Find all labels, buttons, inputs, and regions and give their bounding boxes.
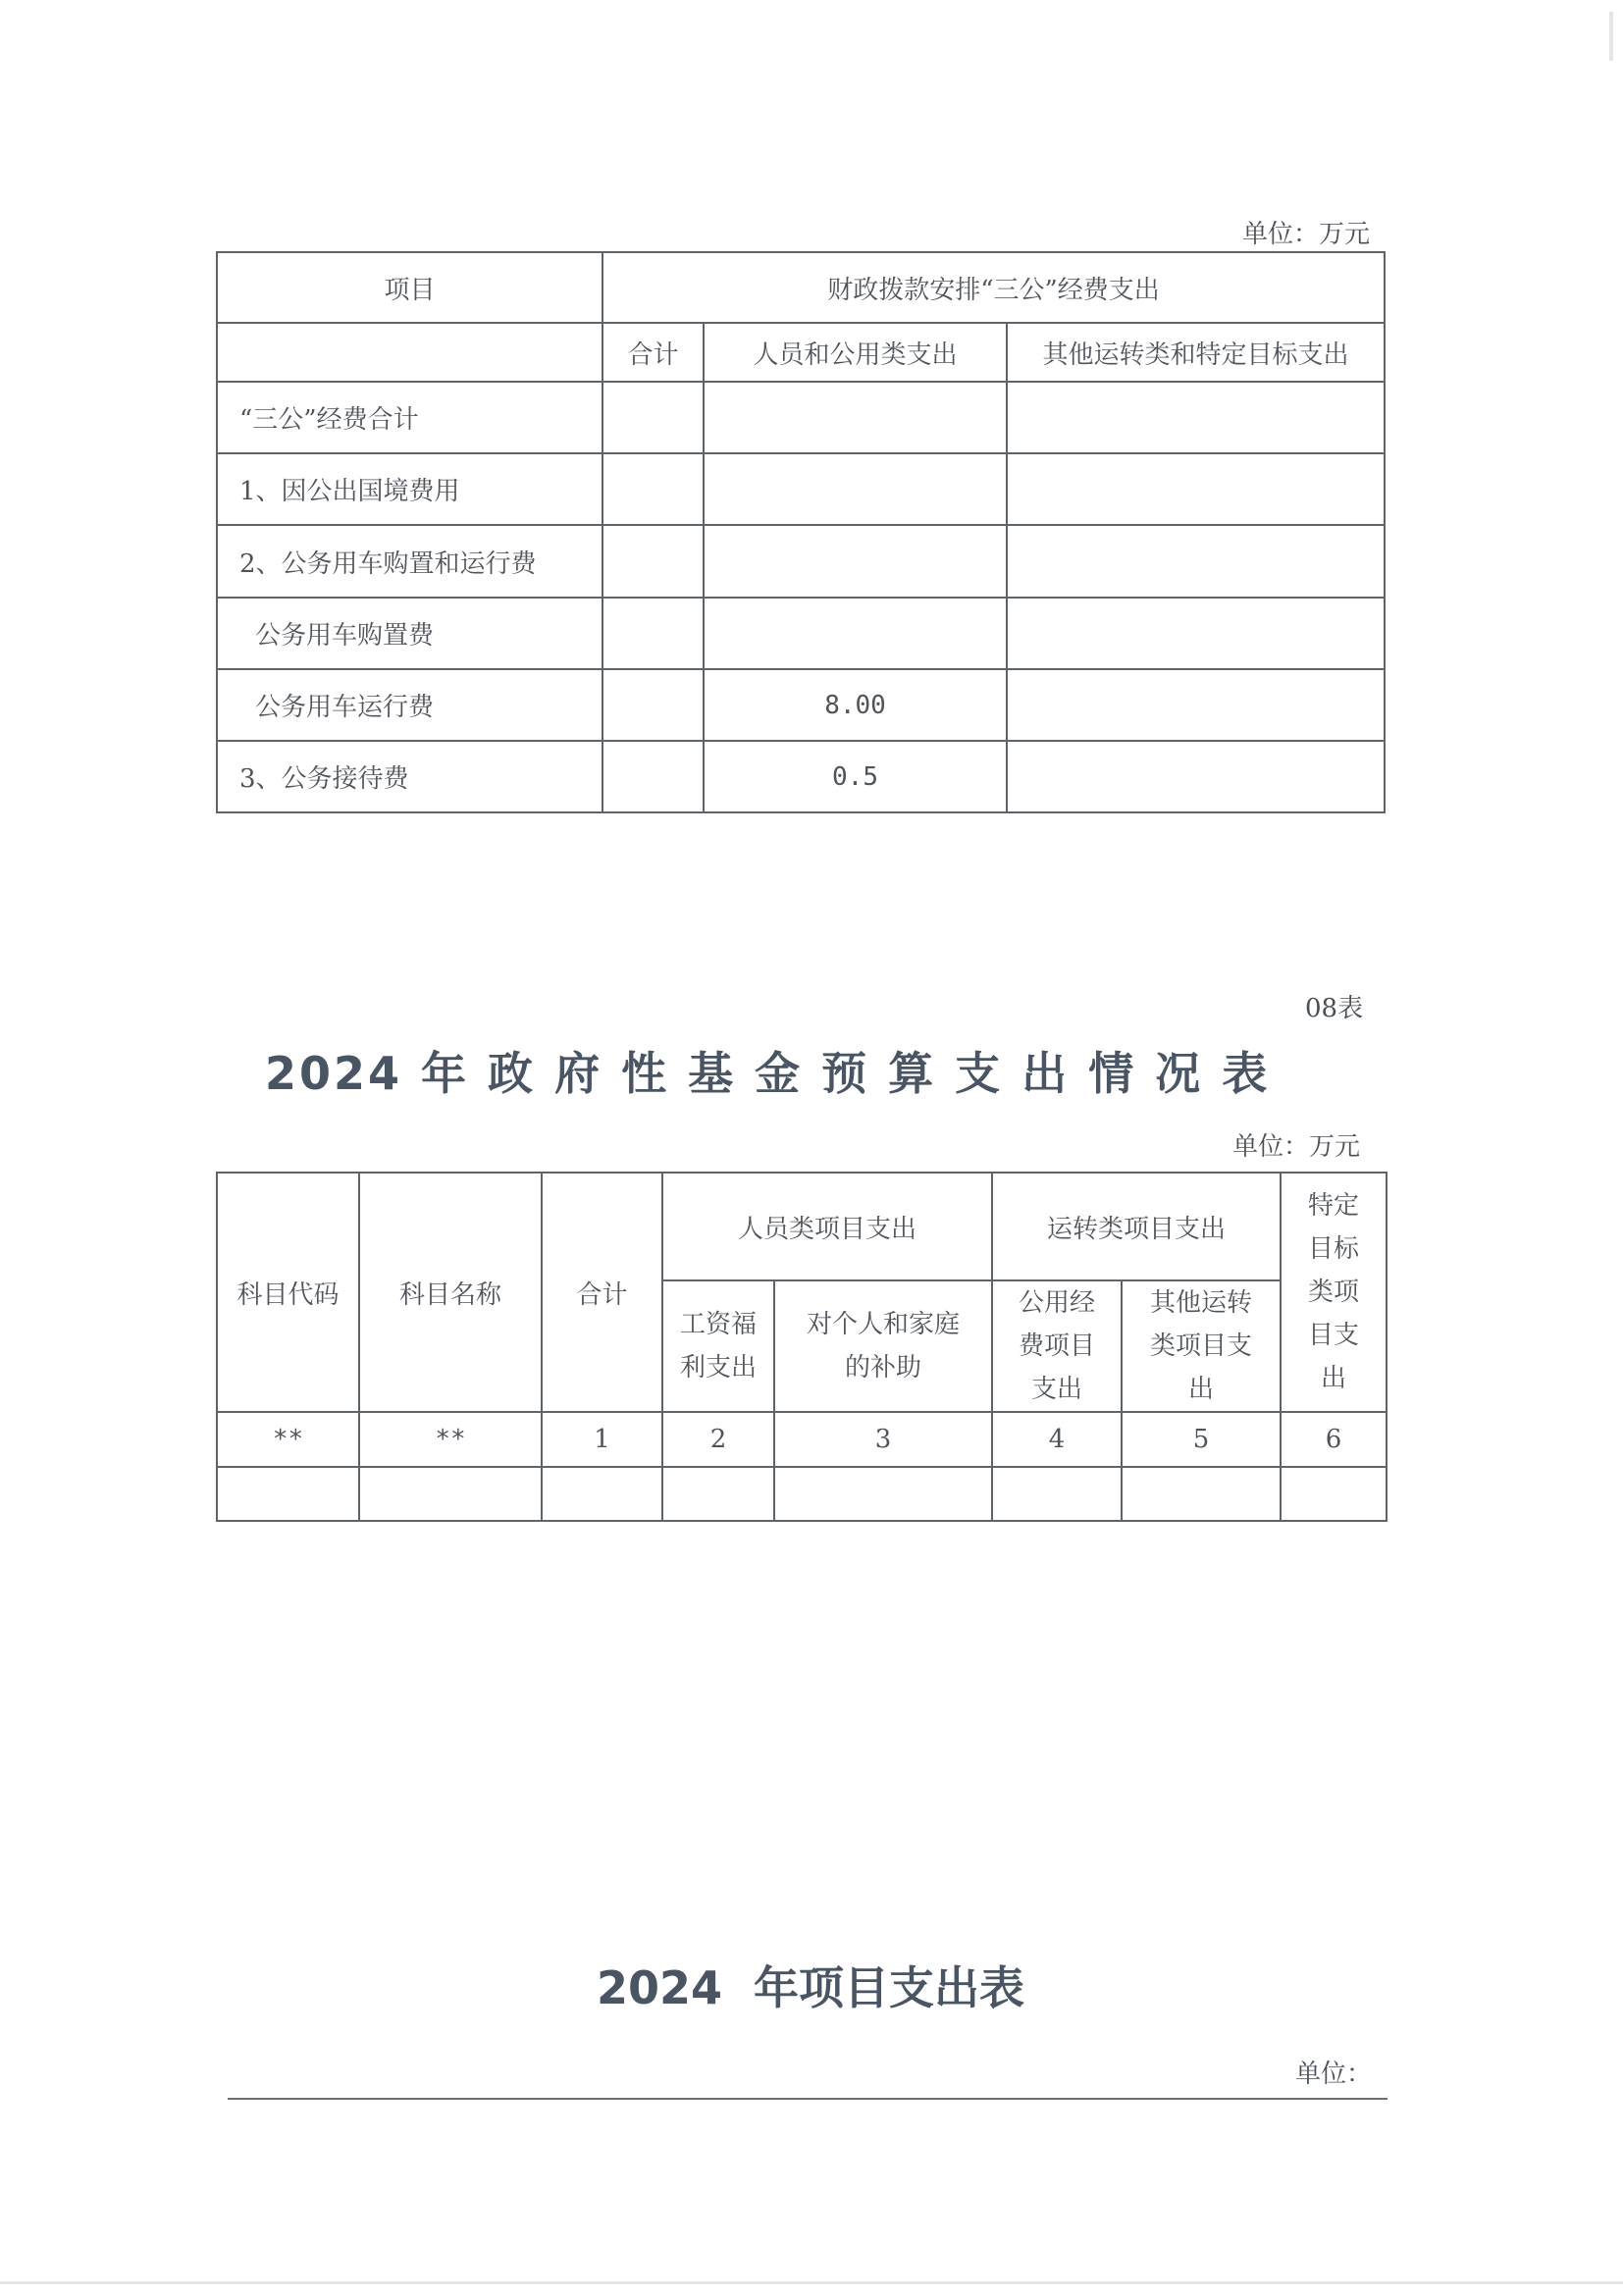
table1-unit: 单位：万元 [1242,220,1371,249]
row-other [1007,453,1385,525]
row-total [602,453,704,525]
row-label: 公务用车购置费 [217,598,602,669]
row-personnel [704,453,1007,525]
row-other [1007,669,1385,741]
index-cell: 4 [992,1412,1122,1467]
header-item: 项目 [217,252,602,323]
table-row [217,453,1385,525]
data-cell [1281,1467,1387,1521]
data-cell [542,1467,662,1521]
data-cell [774,1467,992,1521]
table3-top-rule [228,2098,1387,2100]
header-subject-code: 科目代码 [217,1173,359,1412]
row-label: 公务用车运行费 [217,669,602,741]
index-cell: 2 [662,1412,774,1467]
header-blank [217,323,602,382]
row-other [1007,382,1385,453]
row-total [602,669,704,741]
header-wage-welfare: 工资福利支出 [662,1280,774,1412]
data-cell [992,1467,1122,1521]
data-cell [217,1467,359,1521]
table-row [217,669,1385,741]
row-personnel [704,525,1007,598]
sub-header-total: 合计 [602,323,704,382]
header-subject-name: 科目名称 [359,1173,542,1412]
index-cell: 5 [1122,1412,1281,1467]
header-operating-group: 运转类项目支出 [992,1173,1281,1280]
row-total [602,598,704,669]
row-personnel: 0.5 [704,741,1007,812]
index-cell: 1 [542,1412,662,1467]
header-public-expense: 公用经费项目支出 [992,1280,1122,1412]
index-cell: ** [359,1412,542,1467]
table2-code: 08表 [1305,994,1364,1023]
data-cell [662,1467,774,1521]
scan-bottom-line [0,2281,1623,2284]
index-cell: 6 [1281,1412,1387,1467]
table-row [217,1412,1387,1467]
three-public-expense-table [216,251,1386,813]
row-total [602,382,704,453]
data-cell [359,1467,542,1521]
row-other [1007,525,1385,598]
table2-title: 2024 年 政 府 性 基 金 预 算 支 出 情 况 表 [265,1047,1271,1100]
header-group: 财政拨款安排“三公”经费支出 [602,252,1385,323]
table-row [217,598,1385,669]
table-row [217,741,1385,812]
table-row [217,525,1385,598]
row-label: “三公”经费合计 [217,382,602,453]
table-row [217,1467,1387,1521]
sub-header-other: 其他运转类和特定目标支出 [1007,323,1385,382]
row-personnel [704,382,1007,453]
row-label: 1、因公出国境费用 [217,453,602,525]
header-total: 合计 [542,1173,662,1412]
gov-fund-expenditure-table [216,1172,1387,1522]
row-label: 3、公务接待费 [217,741,602,812]
table-row [217,382,1385,453]
index-cell: 3 [774,1412,992,1467]
header-personnel-group: 人员类项目支出 [662,1173,992,1280]
row-label: 2、公务用车购置和运行费 [217,525,602,598]
row-other [1007,598,1385,669]
row-personnel [704,598,1007,669]
data-cell [1122,1467,1281,1521]
scan-edge-mark [1609,12,1613,61]
index-cell: ** [217,1412,359,1467]
table3-unit: 单位： [1295,2060,1373,2089]
header-other-operating: 其他运转类项目支出 [1122,1280,1281,1412]
row-total [602,741,704,812]
sub-header-personnel: 人员和公用类支出 [704,323,1007,382]
row-total [602,525,704,598]
header-household-subsidy: 对个人和家庭的补助 [774,1280,992,1412]
header-special-target: 特定目标类项目支出 [1281,1173,1387,1412]
table2-unit: 单位：万元 [1232,1132,1361,1162]
row-other [1007,741,1385,812]
table3-title: 2024 年项目支出表 [597,1961,1025,2014]
row-personnel: 8.00 [704,669,1007,741]
